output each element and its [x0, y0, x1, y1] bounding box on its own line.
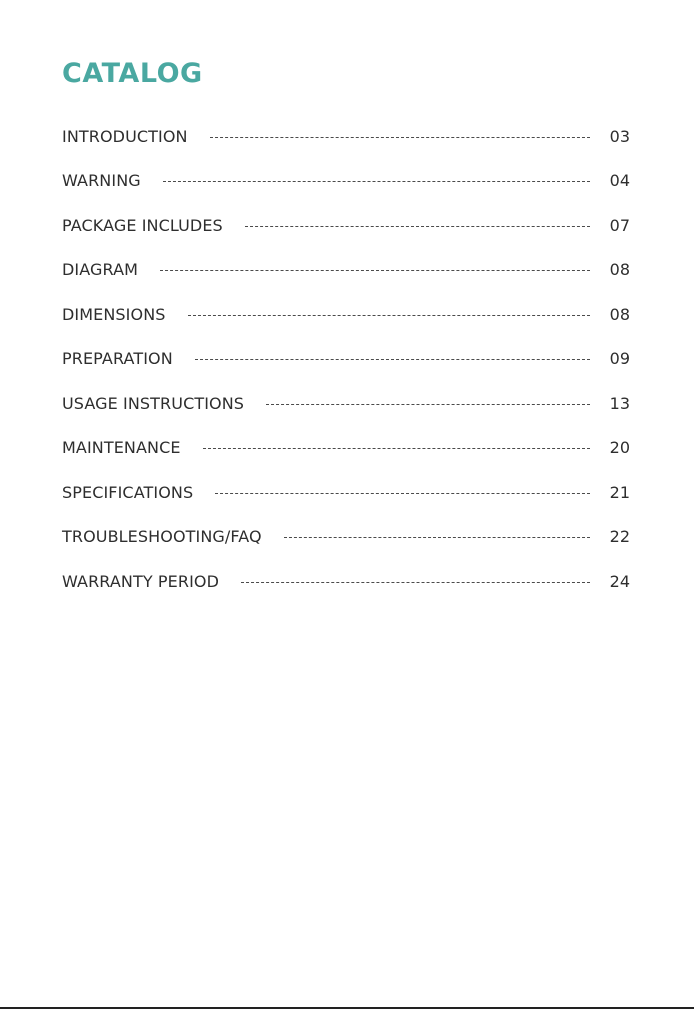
- catalog-title: CATALOG: [62, 58, 203, 89]
- toc-entry-page-number: 22: [609, 527, 630, 547]
- toc-entry-package-includes[interactable]: [62, 203, 630, 248]
- toc-entry-warning[interactable]: [62, 159, 630, 204]
- dotted-leader: [245, 226, 590, 227]
- dotted-leader: [284, 537, 590, 538]
- toc-entry-label: SPECIFICATIONS: [62, 482, 194, 502]
- toc-entry-page-number: 08: [609, 304, 630, 324]
- toc-entry-page-number: 13: [609, 393, 630, 413]
- dotted-leader: [215, 493, 589, 494]
- dotted-leader: [210, 137, 590, 138]
- toc-entry-troubleshooting-faq[interactable]: [62, 515, 630, 560]
- toc-entry-page-number: 21: [609, 482, 630, 502]
- dotted-leader: [266, 404, 590, 405]
- table-of-contents: [62, 114, 630, 604]
- toc-entry-label: MAINTENANCE: [62, 438, 181, 458]
- toc-entry-page-number: 09: [609, 349, 630, 369]
- toc-entry-warranty-period[interactable]: [62, 559, 630, 604]
- dotted-leader: [163, 181, 590, 182]
- toc-entry-specifications[interactable]: [62, 470, 630, 515]
- dotted-leader: [195, 359, 590, 360]
- toc-entry-introduction[interactable]: [62, 114, 630, 159]
- toc-entry-page-number: 24: [609, 571, 630, 591]
- toc-entry-label: WARRANTY PERIOD: [62, 571, 220, 591]
- toc-entry-dimensions[interactable]: [62, 292, 630, 337]
- toc-entry-page-number: 08: [609, 260, 630, 280]
- toc-entry-page-number: 03: [609, 126, 630, 146]
- toc-entry-diagram[interactable]: [62, 248, 630, 293]
- toc-entry-preparation[interactable]: [62, 337, 630, 382]
- toc-entry-usage-instructions[interactable]: [62, 381, 630, 426]
- dotted-leader: [188, 315, 590, 316]
- toc-entry-label: PREPARATION: [62, 349, 173, 369]
- toc-entry-page-number: 04: [609, 171, 630, 191]
- toc-entry-label: INTRODUCTION: [62, 126, 188, 146]
- dotted-leader: [160, 270, 590, 271]
- toc-entry-label: USAGE INSTRUCTIONS: [62, 393, 245, 413]
- toc-entry-label: PACKAGE INCLUDES: [62, 215, 223, 235]
- toc-entry-page-number: 07: [609, 215, 630, 235]
- toc-entry-label: DIAGRAM: [62, 260, 139, 280]
- toc-entry-label: DIMENSIONS: [62, 304, 166, 324]
- dotted-leader: [241, 582, 590, 583]
- toc-entry-label: WARNING: [62, 171, 141, 191]
- toc-entry-label: TROUBLESHOOTING/FAQ: [62, 527, 262, 547]
- dotted-leader: [203, 448, 590, 449]
- toc-entry-page-number: 20: [609, 438, 630, 458]
- toc-entry-maintenance[interactable]: [62, 426, 630, 471]
